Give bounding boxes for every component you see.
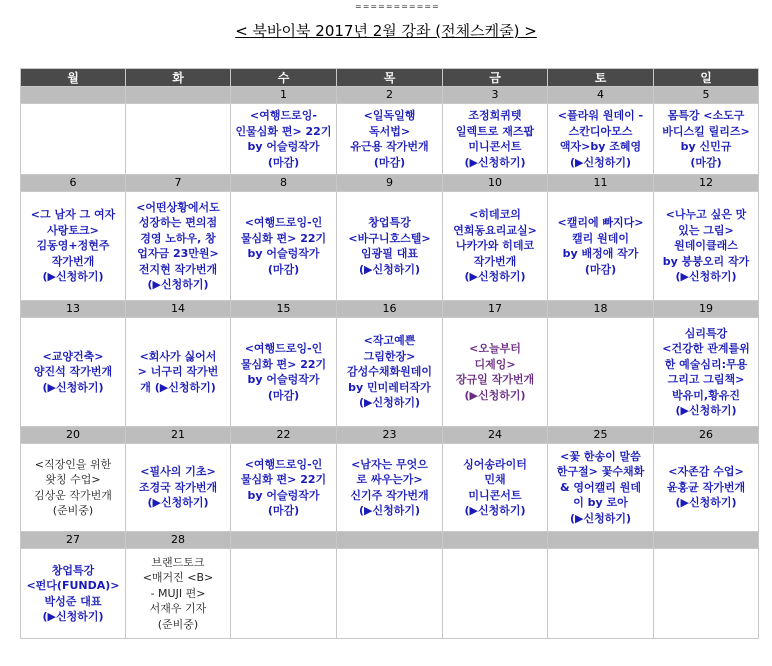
- event-line: (마감): [373, 155, 406, 169]
- event-line: 작가번개: [51, 254, 95, 268]
- event-line: 이 by 로아: [573, 496, 628, 510]
- date-number: 15: [231, 301, 337, 318]
- event-cell: [126, 104, 231, 175]
- event-line: by 민미레터작가: [348, 380, 431, 394]
- event-line: - MUJI 편>: [150, 586, 206, 600]
- event-line: (▶신청하기): [675, 496, 737, 510]
- event-line: 그리고 그림책>: [667, 373, 745, 386]
- event-line: (▶신청하기): [675, 270, 737, 284]
- event-link[interactable]: [126, 200, 230, 293]
- event-cell: [654, 549, 759, 639]
- date-number-row: [21, 532, 759, 549]
- event-cell: [21, 104, 126, 175]
- event-line: 민채: [484, 473, 506, 486]
- event-cell: [548, 192, 654, 301]
- event-cell: [548, 104, 654, 175]
- event-line: (▶신청하기): [464, 504, 526, 517]
- date-number: 21: [126, 427, 231, 444]
- date-number: 25: [548, 427, 654, 444]
- event-line: 왓칭 수업>: [45, 473, 101, 486]
- event-line: 액자>by 조혜영: [559, 140, 642, 153]
- event-cell: [654, 444, 759, 532]
- event-line: 물심화 편> 22기: [240, 473, 327, 486]
- date-number-row: [21, 427, 759, 444]
- event-line: <바구니호스텔>: [348, 231, 431, 245]
- event-link[interactable]: [654, 464, 758, 511]
- event-line: (▶신청하기): [464, 270, 526, 284]
- event-cell: [548, 318, 654, 427]
- event-cell: [337, 104, 443, 175]
- event-line: 개 (▶신청하기): [140, 380, 216, 394]
- event-line: 원데이클래스: [674, 239, 738, 253]
- event-line: (▶신청하기): [42, 270, 104, 284]
- event-link[interactable]: [654, 108, 758, 170]
- event-line: 연희동요리교실>: [453, 223, 537, 237]
- date-number: [231, 532, 337, 549]
- date-number: 17: [443, 301, 548, 318]
- event-cell: [231, 444, 337, 532]
- date-number: 6: [21, 175, 126, 192]
- event-row: [21, 318, 759, 427]
- event-cell: [21, 444, 126, 532]
- event-line: 작가번개: [473, 254, 517, 268]
- date-number: 10: [443, 175, 548, 192]
- event-line: 브랜드토크: [151, 555, 205, 569]
- event-line: 물심화 편> 22기: [240, 231, 327, 245]
- event-line: 나카가와 히데코: [455, 239, 535, 253]
- event-line: (마감): [267, 388, 300, 402]
- weekday-sun: 일: [654, 69, 759, 87]
- event-line: <일독일행: [363, 109, 416, 122]
- event-cell: [337, 192, 443, 301]
- event-cell: [337, 444, 443, 532]
- event-line: 양진석 작가번개: [33, 365, 113, 379]
- event-link[interactable]: [548, 215, 653, 277]
- event-line: > 너구리 작가번: [137, 365, 219, 379]
- event-line: <꽃 한송이 말씀: [560, 449, 641, 463]
- event-line: <캘리에 빠지다>: [557, 216, 644, 229]
- event-line: 미니콘서트: [468, 488, 522, 502]
- event-line: (▶신청하기): [147, 496, 209, 510]
- event-line: <여행드로잉-인: [244, 216, 323, 229]
- event-link[interactable]: [126, 349, 230, 396]
- page-title-link[interactable]: < 북바이북 2017년 2월 강좌 (전체스케줄) >: [235, 22, 537, 40]
- event-line: <건강한 관계를위: [662, 342, 750, 355]
- event-cell: [231, 549, 337, 639]
- event-row: [21, 444, 759, 532]
- event-cell: [126, 444, 231, 532]
- event-line: (마감): [690, 155, 722, 169]
- event-cell: [443, 104, 548, 175]
- event-line: <어떤상황에서도: [136, 200, 220, 214]
- event-line: by 신민규: [680, 140, 732, 153]
- date-number: 23: [337, 427, 443, 444]
- event-line: (▶신청하기): [358, 504, 421, 517]
- date-number: 3: [443, 87, 548, 104]
- weekday-sat: 토: [548, 69, 654, 87]
- event-line: 윤홍균 작가번개: [666, 480, 746, 494]
- event-line: 디제잉>: [474, 357, 516, 371]
- event-line: 박성준 대표: [44, 594, 102, 608]
- event-line: <여행드로잉-인: [244, 342, 323, 355]
- event-link[interactable]: [443, 207, 547, 285]
- event-line: 물심화 편> 22기: [240, 357, 327, 371]
- event-line: by 배정애 작가: [562, 247, 639, 260]
- event-cell: [126, 318, 231, 427]
- event-line: (▶신청하기): [464, 388, 526, 402]
- weekday-tue: 화: [126, 69, 231, 87]
- event-cell: [21, 318, 126, 427]
- event-link[interactable]: [548, 108, 653, 170]
- event-line: (▶신청하기): [358, 396, 421, 410]
- event-line: 유근용 작가번개: [350, 140, 429, 153]
- event-line: <그 남자 그 여자: [30, 208, 116, 222]
- event-cell: [21, 192, 126, 301]
- event-cell: [126, 549, 231, 639]
- event-line: (마감): [267, 504, 300, 517]
- event-line: <교양건축>: [42, 349, 104, 363]
- event-row: [21, 104, 759, 175]
- event-line: 신기주 작가번개: [350, 488, 429, 502]
- event-line: by 붕붕오리 작가: [662, 254, 750, 268]
- top-decoration: ===========: [355, 2, 440, 11]
- date-number: [337, 532, 443, 549]
- event-cell: [443, 192, 548, 301]
- event-line: & 영어캘리 원데: [559, 480, 641, 494]
- event-line: 전지현 작가번개: [138, 262, 218, 276]
- event-line: 서재우 기자: [149, 602, 207, 616]
- event-link[interactable]: [337, 457, 442, 519]
- event-link[interactable]: [654, 326, 758, 419]
- date-number: 22: [231, 427, 337, 444]
- event-line: 김상운 작가번개: [34, 488, 112, 502]
- event-line: 창업특강: [51, 563, 95, 577]
- event-line: 사랑토크>: [47, 223, 99, 237]
- event-line: 창업특강: [368, 216, 411, 229]
- event-line: <회사가 싫어서: [139, 349, 217, 363]
- event-cell: [126, 192, 231, 301]
- event-cell: [654, 104, 759, 175]
- event-link[interactable]: [21, 563, 125, 625]
- weekday-thu: 목: [337, 69, 443, 87]
- event-line: 있는 그림>: [678, 223, 734, 237]
- date-number: 7: [126, 175, 231, 192]
- event-line: 인물심화 편> 22기: [235, 124, 332, 138]
- event-cell: [443, 549, 548, 639]
- event-line: 업자금 23만원>: [137, 247, 219, 260]
- event-line: (준비중): [52, 504, 94, 517]
- event-line: 싱어송라이터: [463, 457, 527, 471]
- date-number: 1: [231, 87, 337, 104]
- event-line: 조경국 작가번개: [138, 480, 218, 494]
- date-number-row: [21, 301, 759, 318]
- event-line: 경영 노하우, 창: [140, 231, 216, 245]
- event-line: <남자는 무엇으: [351, 457, 428, 471]
- event-line: 독서법>: [368, 124, 411, 138]
- date-number: 18: [548, 301, 654, 318]
- event-line: <펀다(FUNDA)>: [26, 579, 120, 592]
- event-link[interactable]: [654, 207, 758, 285]
- event-link[interactable]: [231, 457, 336, 519]
- event-link[interactable]: [443, 108, 547, 170]
- event-line: <오늘부터: [469, 342, 521, 355]
- event-cell: [21, 549, 126, 639]
- event-line: <여행드로잉-: [250, 109, 317, 122]
- event-link[interactable]: [21, 207, 125, 285]
- event-link[interactable]: [231, 341, 336, 403]
- event-cell: [337, 549, 443, 639]
- date-number: [126, 87, 231, 104]
- event-cell: [654, 192, 759, 301]
- weekday-wed: 수: [231, 69, 337, 87]
- date-number: 8: [231, 175, 337, 192]
- event-line: by 어슬렁작가: [247, 140, 320, 153]
- event-line: 일렉트로 재즈팝: [455, 124, 535, 138]
- event-line: (마감): [267, 155, 300, 169]
- event-cell: [231, 104, 337, 175]
- event-link[interactable]: [443, 341, 547, 403]
- weekday-header-row: [21, 69, 759, 87]
- event-line: (▶신청하기): [569, 511, 632, 525]
- calendar-body: [21, 87, 759, 639]
- event-line: <매거진 <B>: [142, 571, 214, 585]
- date-number-row: [21, 175, 759, 192]
- date-number: 12: [654, 175, 759, 192]
- event-cell: [548, 549, 654, 639]
- event-link[interactable]: [548, 449, 653, 527]
- event-link[interactable]: [231, 215, 336, 277]
- event-line: by 어슬렁작가: [247, 373, 320, 386]
- event-link[interactable]: [337, 108, 442, 170]
- event-line: 김동영+정현주: [36, 239, 110, 253]
- date-number: 19: [654, 301, 759, 318]
- event-line: 조정희퀴텟: [468, 109, 522, 122]
- event-cell: [548, 444, 654, 532]
- event-line: (마감): [584, 262, 617, 276]
- event-line: 몸특강 <소도구: [667, 109, 745, 122]
- weekday-mon: 월: [21, 69, 126, 87]
- event-cell: [443, 444, 548, 532]
- event-line: 한구절> 꽃수채화: [556, 465, 645, 479]
- event-line: 미니콘서트: [468, 140, 522, 153]
- date-number: [443, 532, 548, 549]
- event-line: 그림한장>: [363, 349, 416, 363]
- event-text: [21, 457, 125, 519]
- event-link[interactable]: [126, 464, 230, 511]
- event-line: 감성수채화원데이: [346, 365, 432, 379]
- date-number: 16: [337, 301, 443, 318]
- event-line: 성장하는 편의점: [138, 216, 218, 229]
- weekday-fri: 금: [443, 69, 548, 87]
- event-link[interactable]: [231, 108, 336, 170]
- event-line: 박유미,황유진: [672, 388, 740, 402]
- page-title: [0, 20, 772, 41]
- date-number: 4: [548, 87, 654, 104]
- date-number: 20: [21, 427, 126, 444]
- event-row: [21, 549, 759, 639]
- event-line: 한 예술심리:무용: [664, 357, 748, 371]
- date-number: 2: [337, 87, 443, 104]
- event-link[interactable]: [21, 349, 125, 396]
- event-line: 로 싸우는가>: [356, 473, 423, 486]
- schedule-calendar: [20, 68, 759, 639]
- event-line: (▶신청하기): [42, 380, 104, 394]
- date-number: 27: [21, 532, 126, 549]
- event-link[interactable]: [443, 457, 547, 519]
- event-line: 스칸디아모스: [568, 124, 633, 138]
- event-line: (마감): [267, 262, 300, 276]
- date-number: 13: [21, 301, 126, 318]
- event-line: <작고예쁜: [363, 334, 416, 348]
- event-line: 장규일 작가번개: [455, 373, 535, 386]
- event-line: 캘리 원데이: [572, 231, 629, 245]
- event-text: [126, 555, 230, 633]
- event-line: <나누고 싶은 맛: [665, 208, 747, 222]
- date-number: [654, 532, 759, 549]
- event-line: by 어슬렁작가: [247, 247, 320, 260]
- event-line: (▶신청하기): [358, 262, 421, 276]
- event-cell: [443, 318, 548, 427]
- event-link[interactable]: [337, 333, 442, 411]
- date-number: 11: [548, 175, 654, 192]
- event-line: 바디스킬 릴리즈>: [662, 124, 750, 138]
- event-row: [21, 192, 759, 301]
- event-link[interactable]: [337, 215, 442, 277]
- event-cell: [231, 192, 337, 301]
- date-number: 14: [126, 301, 231, 318]
- event-line: <히데코의: [469, 208, 521, 222]
- event-line: <자존감 수업>: [668, 465, 744, 479]
- event-cell: [231, 318, 337, 427]
- event-line: (▶신청하기): [464, 155, 526, 169]
- date-number: 9: [337, 175, 443, 192]
- date-number: [548, 532, 654, 549]
- event-line: (▶신청하기): [569, 155, 632, 169]
- event-line: (▶신청하기): [147, 278, 209, 291]
- event-line: (▶신청하기): [42, 610, 104, 623]
- event-line: (▶신청하기): [675, 404, 737, 417]
- date-number-row: [21, 87, 759, 104]
- event-line: <플라워 원데이 -: [557, 109, 644, 122]
- event-cell: [654, 318, 759, 427]
- date-number: 24: [443, 427, 548, 444]
- date-number: [21, 87, 126, 104]
- event-line: <직장인을 위한: [34, 457, 112, 471]
- event-line: 심리특강: [684, 326, 728, 340]
- event-cell: [337, 318, 443, 427]
- date-number: 26: [654, 427, 759, 444]
- event-line: 임광필 대표: [361, 247, 418, 260]
- event-line: <여행드로잉-인: [244, 457, 323, 471]
- event-line: <필사의 기초>: [140, 465, 216, 479]
- date-number: 5: [654, 87, 759, 104]
- event-line: (준비중): [157, 617, 199, 631]
- event-line: by 어슬렁작가: [247, 488, 320, 502]
- date-number: 28: [126, 532, 231, 549]
